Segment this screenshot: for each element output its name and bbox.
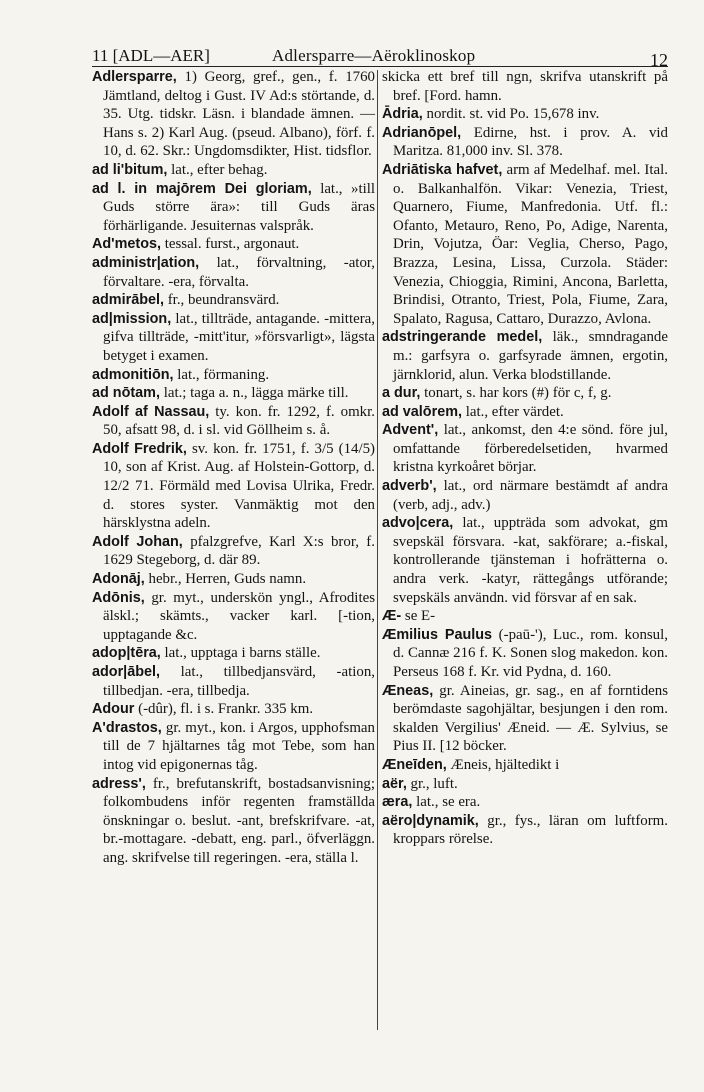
headword: adop|tēra, — [92, 645, 161, 662]
definition: gr. myt., underskön yngl., Afrodites älskl.; skämts., vacker karl. [-tion, upptagande &c. — [103, 589, 375, 643]
header-running-title: Adlersparre—Aëroklinoskop — [272, 46, 476, 65]
headword: advo|cera, — [382, 515, 454, 532]
header-page-left: 11 [ADL—AER] — [92, 46, 210, 65]
definition: fr., beundransvärd. — [167, 292, 280, 309]
definition: lat., tillträde, antagande. -mittera, gifva tillträde, -mitt'itur, »försvarligt», lägsta betyget i examen. — [103, 310, 375, 364]
entry — [382, 607, 668, 626]
column-divider — [377, 70, 378, 1030]
entry — [92, 570, 375, 589]
entry — [92, 254, 375, 291]
entry — [92, 644, 375, 663]
headword: admonitiōn, — [92, 366, 174, 383]
definition: nordit. st. vid Po. 15,678 inv. — [426, 106, 600, 123]
headword: Adolf Fredrik, — [92, 440, 187, 457]
entry — [382, 514, 668, 607]
headword: aëro|dynamik, — [382, 812, 479, 829]
definition: lat., upptaga i barns ställe. — [164, 645, 321, 662]
definition: gr. myt., kon. i Argos, upphofsman till de 7 hjältarnes tåg mot Tebe, som han intog vid epigonernas tåg. — [103, 719, 375, 773]
left-column — [92, 68, 375, 868]
header-page-number: 12 — [650, 50, 668, 70]
headword: Adōnis, — [92, 589, 145, 606]
headword: Æmilius Paulus — [382, 626, 493, 643]
definition: Edirne, hst. i prov. A. vid Maritza. 81,000 inv. Sl. 378. — [393, 124, 668, 160]
entry — [92, 775, 375, 868]
headword: Æ- — [382, 608, 402, 625]
headword: ad nōtam, — [92, 385, 160, 402]
definition: fr., brefutanskrift, bostadsanvisning; folkombudens inför regenten framställda önskningar o. beslut. -ant, brefskrifvare. -at, br.-mottagare. -debatt, eng. parl., öfverläggn. ang. skrifvelse till regeringen. -era, ställa l. — [103, 775, 375, 866]
definition: ty. kon. fr. 1292, f. omkr. 50, afsatt 98, d. i sl. vid Göllheim s. å. — [103, 403, 375, 439]
definition: lat., efter värdet. — [465, 403, 564, 420]
headword: Adlersparre, — [92, 69, 177, 85]
definition: 1) Georg, gref., gen., f. 1760 Jämtland, deltog i Gust. IV Ad:s störtande, d. 35. Utg. tidskr. Läsn. i blandade ämnen. — Hans s. 2) Karl Aug. (pseud. Albano), förf. f. 10, d. 62. Skr.: Ungdomsdikter, Hist. tidsflor. — [103, 69, 375, 160]
entry — [382, 68, 668, 105]
definition: lat., efter behag. — [171, 161, 268, 178]
right-column — [382, 68, 668, 849]
definition: se E- — [404, 608, 436, 625]
headword: Adonāj, — [92, 571, 145, 588]
headword: Æneīden, — [382, 756, 447, 773]
entry — [382, 756, 668, 775]
entry — [382, 626, 668, 682]
header-rule — [92, 66, 668, 67]
headword: admirābel, — [92, 292, 164, 309]
entry — [382, 682, 668, 756]
headword: ad li'bitum, — [92, 161, 168, 178]
entry — [92, 180, 375, 236]
definition: (-paū-'), Luc., rom. konsul, d. Cannæ 216 f. K. Sonen slog makedon. kon. Perseus 168 f. Kr. vid Pydna, d. 160. — [393, 626, 668, 680]
headword: aër, — [382, 775, 407, 792]
headword: Ādria, — [382, 106, 423, 123]
definition: arm af Medelhaf. mel. Ital. o. Balkanhalfön. Vikar: Venezia, Triest, Quarnero, Fiume, Manfredonia. Utf. fl.: Ofanto, Metauro, Reno, Po, Adige, Narenta, Drin, Vojutza, Öar: Veglia, Cherso, Pago, Brazza, Lesina, Lissa, Curzola. Städer: Venezia, Chioggia, Rimini, Ancona, Barletta, Brindisi, Otranto, Triest, Pola, Fiume, Zara, Spalato, Ragusa, Cattaro, Durazzo, Avlona. — [393, 161, 668, 327]
headword: Adolf Johan, — [92, 533, 183, 550]
definition: lat., »till Guds större ära»: till Guds äras förhärligande. Jesuiternas valspråk. — [103, 180, 375, 234]
entry — [92, 384, 375, 403]
definition: gr., luft. — [410, 775, 458, 792]
headword: Ad'metos, — [92, 236, 161, 253]
entry — [382, 384, 668, 403]
entry — [382, 477, 668, 514]
definition: hebr., Herren, Guds namn. — [148, 571, 307, 588]
headword: Adolf af Nassau, — [92, 403, 210, 420]
entry — [382, 793, 668, 812]
definition: lat., förvaltning, -ator, förvaltare. -era, förvalta. — [103, 254, 375, 290]
headword: adverb', — [382, 478, 437, 495]
definition: lat., förmaning. — [177, 366, 270, 383]
definition: lat., se era. — [416, 794, 481, 811]
headword: Adour — [92, 701, 135, 718]
entry — [92, 366, 375, 385]
headword: ad|mission, — [92, 310, 172, 327]
entry — [92, 533, 375, 570]
entry — [382, 328, 668, 384]
headword: æra, — [382, 794, 413, 811]
headword: Æneas, — [382, 682, 434, 699]
page-header — [92, 44, 668, 68]
definition: gr. Aineias, gr. sag., en af forntidens berömdaste sagohjältar, besjungen i den rom. skalden Vergilius' Æneid. — Æ. Sylvius, se Pius II. [12 böcker. — [393, 682, 668, 755]
definition: lat., ord närmare bestämdt af andra (verb, adj., adv.) — [393, 478, 668, 513]
definition: skicka ett bref till ngn, skrifva utanskrift på bref. [Ford. hamn. — [382, 69, 668, 104]
entry — [382, 105, 668, 124]
headword: adstringerande medel, — [382, 329, 543, 346]
entry — [382, 403, 668, 422]
headword: ador|ābel, — [92, 664, 161, 680]
definition: sv. kon. fr. 1751, f. 3/5 (14/5) 10, son af Krist. Aug. af Holstein-Gottorp, d. 12/2 71. Förmäld med Lovisa Ulrika, Fredr. d. stores syster. Vanmäktig mot den härsklystna adeln. — [103, 440, 376, 532]
definition: lat., ankomst, den 4:e sönd. före jul, omfattande förberedelsetiden, hvarmed kristna kyrkoåret börjar. — [393, 422, 668, 476]
entry — [382, 161, 668, 328]
entry — [92, 589, 375, 645]
entry — [92, 700, 375, 719]
headword: a dur, — [382, 385, 421, 402]
entry — [92, 291, 375, 310]
headword: ad valōrem, — [382, 403, 462, 420]
definition: tonart, s. har kors (#) för c, f, g. — [424, 385, 612, 402]
definition: gr., fys., läran om luftform. kroppars rörelse. — [393, 812, 668, 848]
definition: läk., smndragande m.: garfsyra o. garfsyrade ämnen, ergotin, järnklorid, alun. Verka blodstillande. — [393, 329, 668, 383]
entry — [92, 235, 375, 254]
definition: tessal. furst., argonaut. — [164, 236, 300, 253]
definition: Æneis, hjältedikt i — [450, 756, 560, 773]
entry — [382, 421, 668, 477]
headword: adress', — [92, 775, 146, 792]
entry — [92, 403, 375, 440]
entry — [382, 124, 668, 161]
definition: lat., tillbedjansvärd, -ation, tillbedjan. -era, tillbedja. — [103, 664, 375, 699]
headword: A'drastos, — [92, 719, 162, 736]
entry — [92, 68, 375, 161]
headword: administr|ation, — [92, 254, 200, 271]
entry — [382, 775, 668, 794]
definition: pfalzgrefve, Karl X:s bror, f. 1629 Stegeborg, d. där 89. — [103, 533, 375, 569]
entry — [92, 440, 375, 533]
headword: Adrianōpel, — [382, 124, 462, 141]
entry — [92, 719, 375, 775]
definition: (-dûr), fl. i s. Frankr. 335 km. — [138, 701, 314, 718]
headword: Advent', — [382, 422, 439, 439]
headword: Adriātiska hafvet, — [382, 161, 503, 178]
entry — [92, 663, 375, 700]
entry — [382, 812, 668, 849]
headword: ad l. in majōrem Dei gloriam, — [92, 180, 312, 197]
definition: lat.; taga a. n., lägga märke till. — [163, 385, 349, 402]
entry — [92, 310, 375, 366]
definition: lat., uppträda som advokat, gm svepskäl försvara. -kat, sakförare; a.-fiskal, kontrollerande tjänsteman i hofrätterna o. andra verk. -katyr, rättegångs utförande; svepskäls användn. vid försvar af en sak. — [393, 515, 668, 606]
entry — [92, 161, 375, 180]
